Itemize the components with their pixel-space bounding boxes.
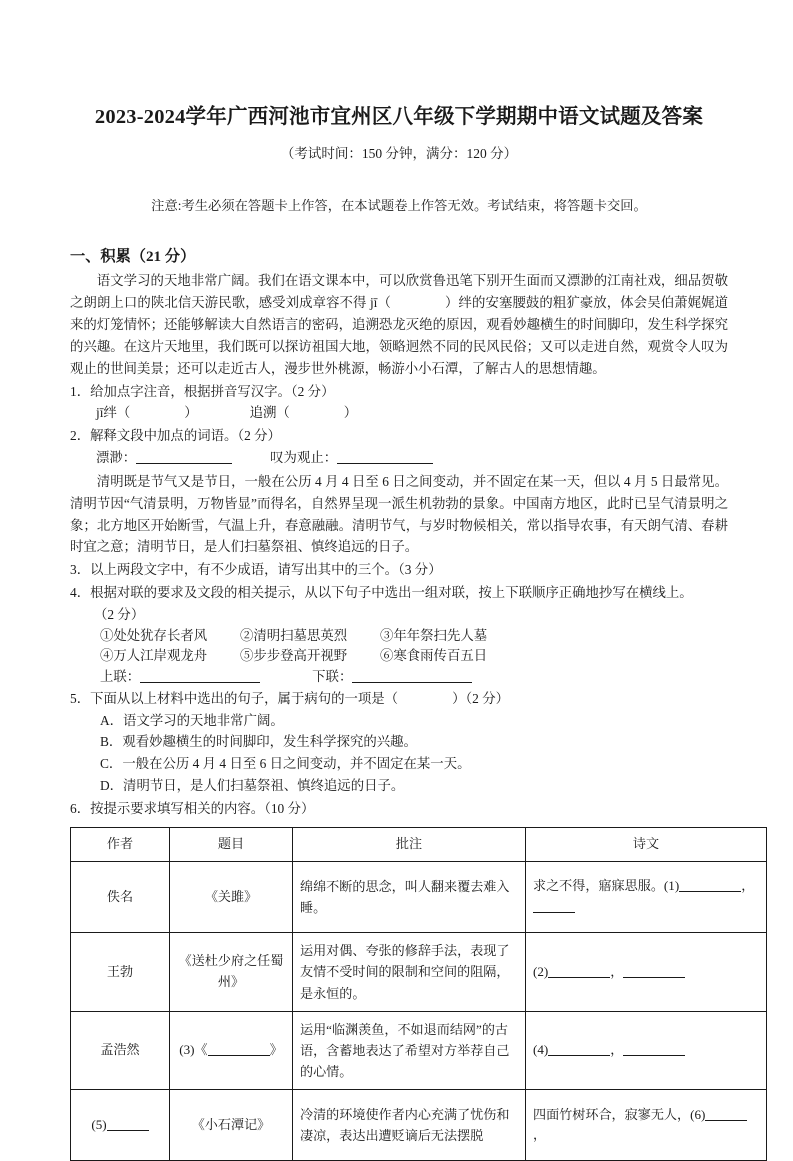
question-5-number: 5． xyxy=(70,690,91,706)
row-2-poem xyxy=(526,933,767,1012)
row-4-note: 冷清的环境使作者内心充满了忧伤和凄凉，表达出遭贬谪后无法摆脱 xyxy=(293,1090,526,1161)
row-2-note: 运用对偶、夸张的修辞手法，表现了友情不受时间的限制和空间的阻隔，是永恒的。 xyxy=(293,933,526,1012)
question-4-options-row-2 xyxy=(70,646,728,666)
table-header-note: 批注 xyxy=(293,828,526,862)
question-3 xyxy=(70,559,728,581)
row-4-poem xyxy=(526,1090,767,1161)
q4-option-2[interactable]: ②清明扫墓思英烈 xyxy=(240,627,348,643)
question-2-text: 解释文段中加点的词语。（2 分） xyxy=(90,428,281,444)
exam-time-score-subtitle: （考试时间：150 分钟，满分：120 分） xyxy=(280,145,518,161)
table-row xyxy=(71,933,767,1012)
passage-paragraph-2: 清明既是节气又是节日，一般在公历 4 月 4 日至 6 日之间变动，并不固定在某一天，但以 4 月 5 日最常见。清明节因“气清景明，万物皆显”而得名，自然界呈现一派生机勃勃的景象。中国南方地区，此时已呈气清景明之象；北方地区开始断雪，气温上升，春意融融。清明节气，与岁时物候相关，常以指导农事，有天朗气清、春耕时宜之意；清明节日，是人们扫墓祭祖、慎终追远的日子。 xyxy=(70,473,728,555)
row-4-poem-text: 四面竹树环合，寂寥无人，(6) xyxy=(533,1106,706,1122)
q1-item-1-label: jī绊（ xyxy=(96,405,131,421)
row-2-poem-comma: ， xyxy=(610,963,624,979)
row-2-title: 《送杜少府之任蜀州》 xyxy=(170,933,293,1012)
row-3-poem xyxy=(526,1011,767,1090)
q4-option-5[interactable]: ⑤步步登高开视野 xyxy=(240,648,348,664)
q2-term-1-blank[interactable] xyxy=(136,450,232,464)
row-3-blank-1[interactable] xyxy=(548,1042,610,1056)
row-3-title-suffix: 》 xyxy=(269,1042,283,1058)
row-4-poem-comma: ， xyxy=(533,1127,547,1143)
row-3-note: 运用“临渊羡鱼，不如退而结网”的古语，含蓄地表达了希望对方举荐自己的心情。 xyxy=(293,1011,526,1090)
row-3-author: 孟浩然 xyxy=(71,1011,170,1090)
q4-lower-couplet-blank[interactable] xyxy=(352,668,472,682)
question-3-number: 3． xyxy=(70,562,91,578)
row-3-blank-2[interactable] xyxy=(623,1042,685,1056)
row-4-author-prefix: (5) xyxy=(91,1116,107,1132)
question-4-score: （2 分） xyxy=(94,606,145,622)
table-header-poem: 诗文 xyxy=(526,828,767,862)
row-2-blank-2[interactable] xyxy=(623,963,685,977)
question-4-number: 4． xyxy=(70,585,91,601)
q1-item-2-label: 追溯（ xyxy=(249,405,290,421)
row-1-blank-1[interactable] xyxy=(679,878,741,892)
question-5-choice-c[interactable]: C．一般在公历 4 月 4 日至 6 日之间变动，并不固定在某一天。 xyxy=(100,756,471,772)
table-header-row xyxy=(71,828,767,862)
poem-fill-in-table xyxy=(70,827,767,1161)
question-5-choice-d[interactable]: D．清明节日，是人们扫墓祭祖、慎终追远的日子。 xyxy=(100,777,405,793)
q1-item-2-close: ） xyxy=(343,405,358,421)
q4-option-3[interactable]: ③年年祭扫先人墓 xyxy=(380,627,488,643)
row-4-author xyxy=(71,1090,170,1161)
question-4-text: 根据对联的要求及文段的相关提示，从以下句子中选出一组对联，按上下联顺序正确地抄写在横线上。 xyxy=(90,585,693,601)
q4-lower-couplet-label: 下联： xyxy=(312,668,353,684)
question-1-answer-row xyxy=(70,402,728,424)
q4-upper-couplet-label: 上联： xyxy=(100,668,141,684)
table-row xyxy=(71,1090,767,1161)
passage-paragraph-1 xyxy=(70,270,728,379)
q1-item-1-close: ） xyxy=(184,405,198,421)
question-5 xyxy=(70,688,728,710)
row-1-title: 《关雎》 xyxy=(170,862,293,933)
q2-term-2-blank[interactable] xyxy=(337,450,433,464)
question-5-text: 下面从以上材料中选出的句子，属于病句的一项是（ xyxy=(90,690,399,706)
question-4-couplet-blanks xyxy=(70,667,728,687)
question-1-text: 给加点字注音，根据拼音写汉字。（2 分） xyxy=(90,383,335,399)
question-4-options-row-1 xyxy=(70,626,728,646)
passage-1-text-b: ）绊的安塞腰鼓的粗犷豪放，体会吴伯萧娓娓道来的灯笼情怀；还能够解读大自然语言的密码，追溯恐龙灭绝的原因，观看妙趣横生的时间脚印，发生科学探究的兴趣。在这片天地里，我们既可以探访祖国大地，领略迥然不同的民风民俗；又可以走进自然，观赏令人叹为观止的世间美景；还可以走近古人，漫步世外桃源，畅游小小石潭，了解古人的思想情趣。 xyxy=(70,295,729,376)
question-6 xyxy=(70,798,728,820)
question-6-number: 6． xyxy=(70,800,91,816)
question-6-text: 按提示要求填写相关的内容。（10 分） xyxy=(90,800,315,816)
q4-option-4[interactable]: ④万人江岸观龙舟 xyxy=(100,648,208,664)
row-4-author-blank[interactable] xyxy=(107,1117,149,1131)
row-1-blank-2[interactable] xyxy=(533,899,575,913)
q4-option-6[interactable]: ⑥寒食雨传百五日 xyxy=(380,648,488,664)
row-4-title: 《小石潭记》 xyxy=(170,1090,293,1161)
row-3-poem-text: (4) xyxy=(533,1042,549,1058)
question-5-text-end: ）（2 分） xyxy=(452,690,509,706)
question-4 xyxy=(70,582,728,604)
page-title: 2023-2024学年广西河池市宜州区八年级下学期期中语文试题及答案 xyxy=(94,106,704,128)
q4-upper-couplet-blank[interactable] xyxy=(140,668,260,682)
question-5-choice-a[interactable]: A．语文学习的天地非常广阔。 xyxy=(100,712,284,728)
question-1-number: 1． xyxy=(70,383,91,399)
row-2-poem-text: (2) xyxy=(533,963,549,979)
row-1-note: 绵绵不断的思念，叫人翻来覆去难入睡。 xyxy=(293,862,526,933)
row-1-poem xyxy=(526,862,767,933)
question-5-choice-b[interactable]: B．观看妙趣横生的时间脚印，发生科学探究的兴趣。 xyxy=(100,734,417,750)
question-3-text: 以上两段文字中，有不少成语，请写出其中的三个。（3 分） xyxy=(90,562,442,578)
q2-term-2-label: 叹为观止： xyxy=(270,450,338,466)
table-header-title: 题目 xyxy=(170,828,293,862)
q4-option-1[interactable]: ①处处犹存长者风 xyxy=(100,627,208,643)
row-1-author: 佚名 xyxy=(71,862,170,933)
table-row xyxy=(71,862,767,933)
row-2-author: 王勃 xyxy=(71,933,170,1012)
row-3-title xyxy=(170,1011,293,1090)
row-2-blank-1[interactable] xyxy=(548,963,610,977)
passage-1-text-a: 语文学习的天地非常广阔。我们在语文课本中，可以欣赏鲁迅笔下别开生面而又漂渺的江南社戏，细品贺敬之朗朗上口的陕北信天游民歌，感受刘成章容不得 jī（ xyxy=(70,273,728,311)
row-4-blank-1[interactable] xyxy=(705,1107,747,1121)
question-2 xyxy=(70,425,728,447)
section-heading-accumulation: 一、积累（21 分） xyxy=(70,247,196,265)
table-row xyxy=(71,1011,767,1090)
row-3-poem-comma: ， xyxy=(610,1042,624,1058)
row-1-poem-text: 求之不得，寤寐思服。(1) xyxy=(533,878,680,894)
question-1 xyxy=(70,381,728,403)
exam-notice: 注意:考生必须在答题卡上作答，在本试题卷上作答无效。考试结束，将答题卡交回。 xyxy=(151,197,647,213)
row-3-title-blank[interactable] xyxy=(208,1042,270,1056)
page-content xyxy=(70,0,755,1161)
table-header-author: 作者 xyxy=(71,828,170,862)
question-2-number: 2． xyxy=(70,428,91,444)
q2-term-1-label: 漂渺： xyxy=(96,450,137,466)
row-3-title-prefix: (3)《 xyxy=(179,1042,208,1058)
question-2-answer-row xyxy=(70,447,728,469)
row-1-poem-comma: ， xyxy=(741,878,755,894)
